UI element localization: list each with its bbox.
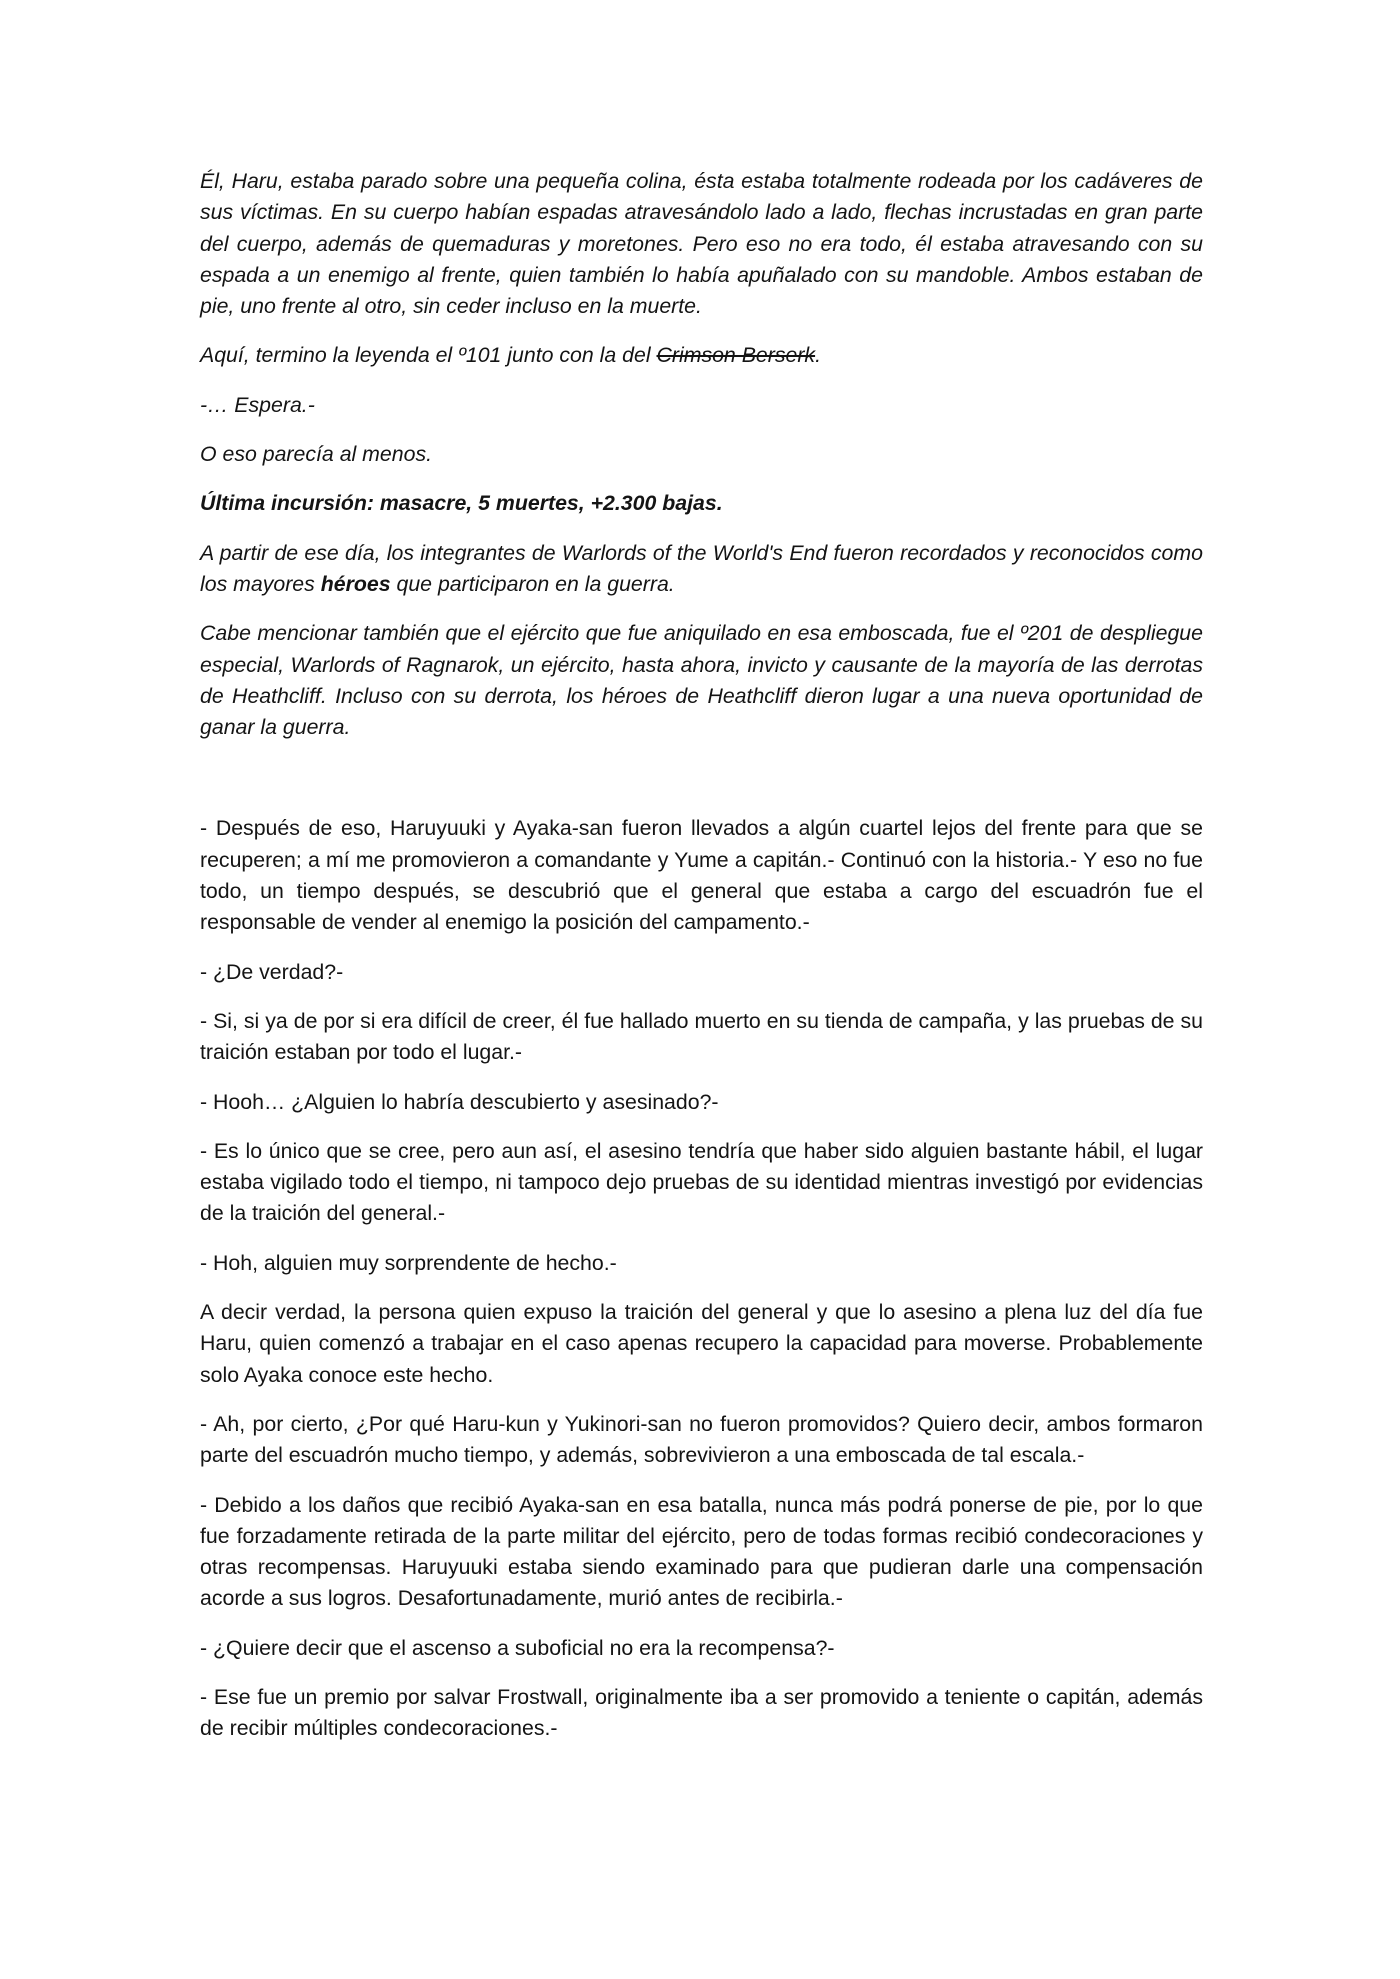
seemed-line: O eso parecía al menos. — [200, 442, 433, 467]
heroes-text: A partir de ese día, los integrantes de Warlords of the World's End fueron recordados y reconocidos como los mayores — [200, 540, 1203, 596]
dialogue-line: - Hooh… ¿Alguien lo habría descubierto y asesinado?- — [200, 1089, 719, 1114]
narration-paragraph: Él, Haru, estaba parado sobre una pequeña colina, ésta estaba totalmente rodeada por los cadáveres de sus víctimas. En su cuerpo habían espadas atravesándolo lado a lado, flechas incrustadas en gran parte del cuerpo, además de quemaduras y moretones. Pero eso no era todo, él estaba atravesando con su espada a un enemigo al frente, quien también lo había apuñalado con su mandoble. Ambos estaban de pie, uno frente al otro, sin ceder incluso en la muerte. — [200, 169, 1203, 319]
dialogue-line: - Ese fue un premio por salvar Frostwall, originalmente iba a ser promovido a teniente o capitán, además de recibir múltiples condecoraciones.- — [200, 1684, 1203, 1741]
dialogue-line: - Si, si ya de por si era difícil de creer, él fue hallado muerto en su tienda de campaña, y las pruebas de su traición estaban por todo el lugar.- — [200, 1008, 1203, 1065]
legend-period: . — [815, 343, 821, 368]
heroes-paragraph — [200, 538, 1203, 601]
dialogue-line: - Hoh, alguien muy sorprendente de hecho.- — [200, 1250, 617, 1275]
dialogue-line: - Ah, por cierto, ¿Por qué Haru-kun y Yukinori-san no fueron promovidos? Quiero decir, ambos formaron parte del escuadrón mucho tiempo, y además, sobrevivieron a una emboscada de tal escala.- — [200, 1411, 1203, 1468]
wait-line: -… Espera.- — [200, 392, 315, 417]
dialogue-line: - ¿De verdad?- — [200, 959, 344, 984]
struck-title: Crimson Berserk — [656, 343, 816, 368]
dialogue-line: - ¿Quiere decir que el ascenso a suboficial no era la recompensa?- — [200, 1635, 835, 1660]
heroes-emphasis: héroes — [320, 571, 391, 596]
document-page — [200, 166, 1203, 1763]
legend-text: Aquí, termino la leyenda el º101 junto con la del — [200, 343, 657, 368]
dialogue-line: - Después de eso, Haruyuuki y Ayaka-san fueron llevados a algún cuartel lejos del frente para que se recuperen; a mí me promovieron a comandante y Yume a capitán.- Continuó con la historia.- Y eso no fue todo, un tiempo después, se descubrió que el general que estaba a cargo del escuadrón fue el responsable de vender al enemigo la posición del campamento.- — [200, 816, 1203, 935]
last-raid-summary: Última incursión: masacre, 5 muertes, +2.300 bajas. — [200, 491, 723, 516]
ambush-paragraph: Cabe mencionar también que el ejército que fue aniquilado en esa emboscada, fue el º201 de despliegue especial, Warlords of Ragnarok, un ejército, hasta ahora, invicto y causante de la mayoría de las derrotas de Heathcliff. Incluso con su derrota, los héroes de Heathcliff dieron lugar a una nueva oportunidad de ganar la guerra. — [200, 621, 1203, 740]
narration-line: A decir verdad, la persona quien expuso la traición del general y que lo asesino a plena luz del día fue Haru, quien comenzó a trabajar en el caso apenas recupero la capacidad para moverse. Probablemente solo Ayaka conoce este hecho. — [200, 1300, 1203, 1387]
dialogue-line: - Debido a los daños que recibió Ayaka-san en esa batalla, nunca más podrá ponerse de pie, por lo que fue forzadamente retirada de la parte militar del ejército, pero de todas formas recibió condecoraciones y otras recompensas. Haruyuuki estaba siendo examinado para que pudieran darle una compensación acorde a sus logros. Desafortunadamente, murió antes de recibirla.- — [200, 1492, 1203, 1611]
section-gap — [200, 761, 1203, 813]
heroes-text-end: que participaron en la guerra. — [390, 571, 675, 596]
legend-end-paragraph — [200, 340, 1203, 371]
dialogue-line: - Es lo único que se cree, pero aun así, el asesino tendría que haber sido alguien bastante hábil, el lugar estaba vigilado todo el tiempo, ni tampoco dejo pruebas de su identidad mientras investigó por evidencias de la traición del general.- — [200, 1138, 1203, 1226]
